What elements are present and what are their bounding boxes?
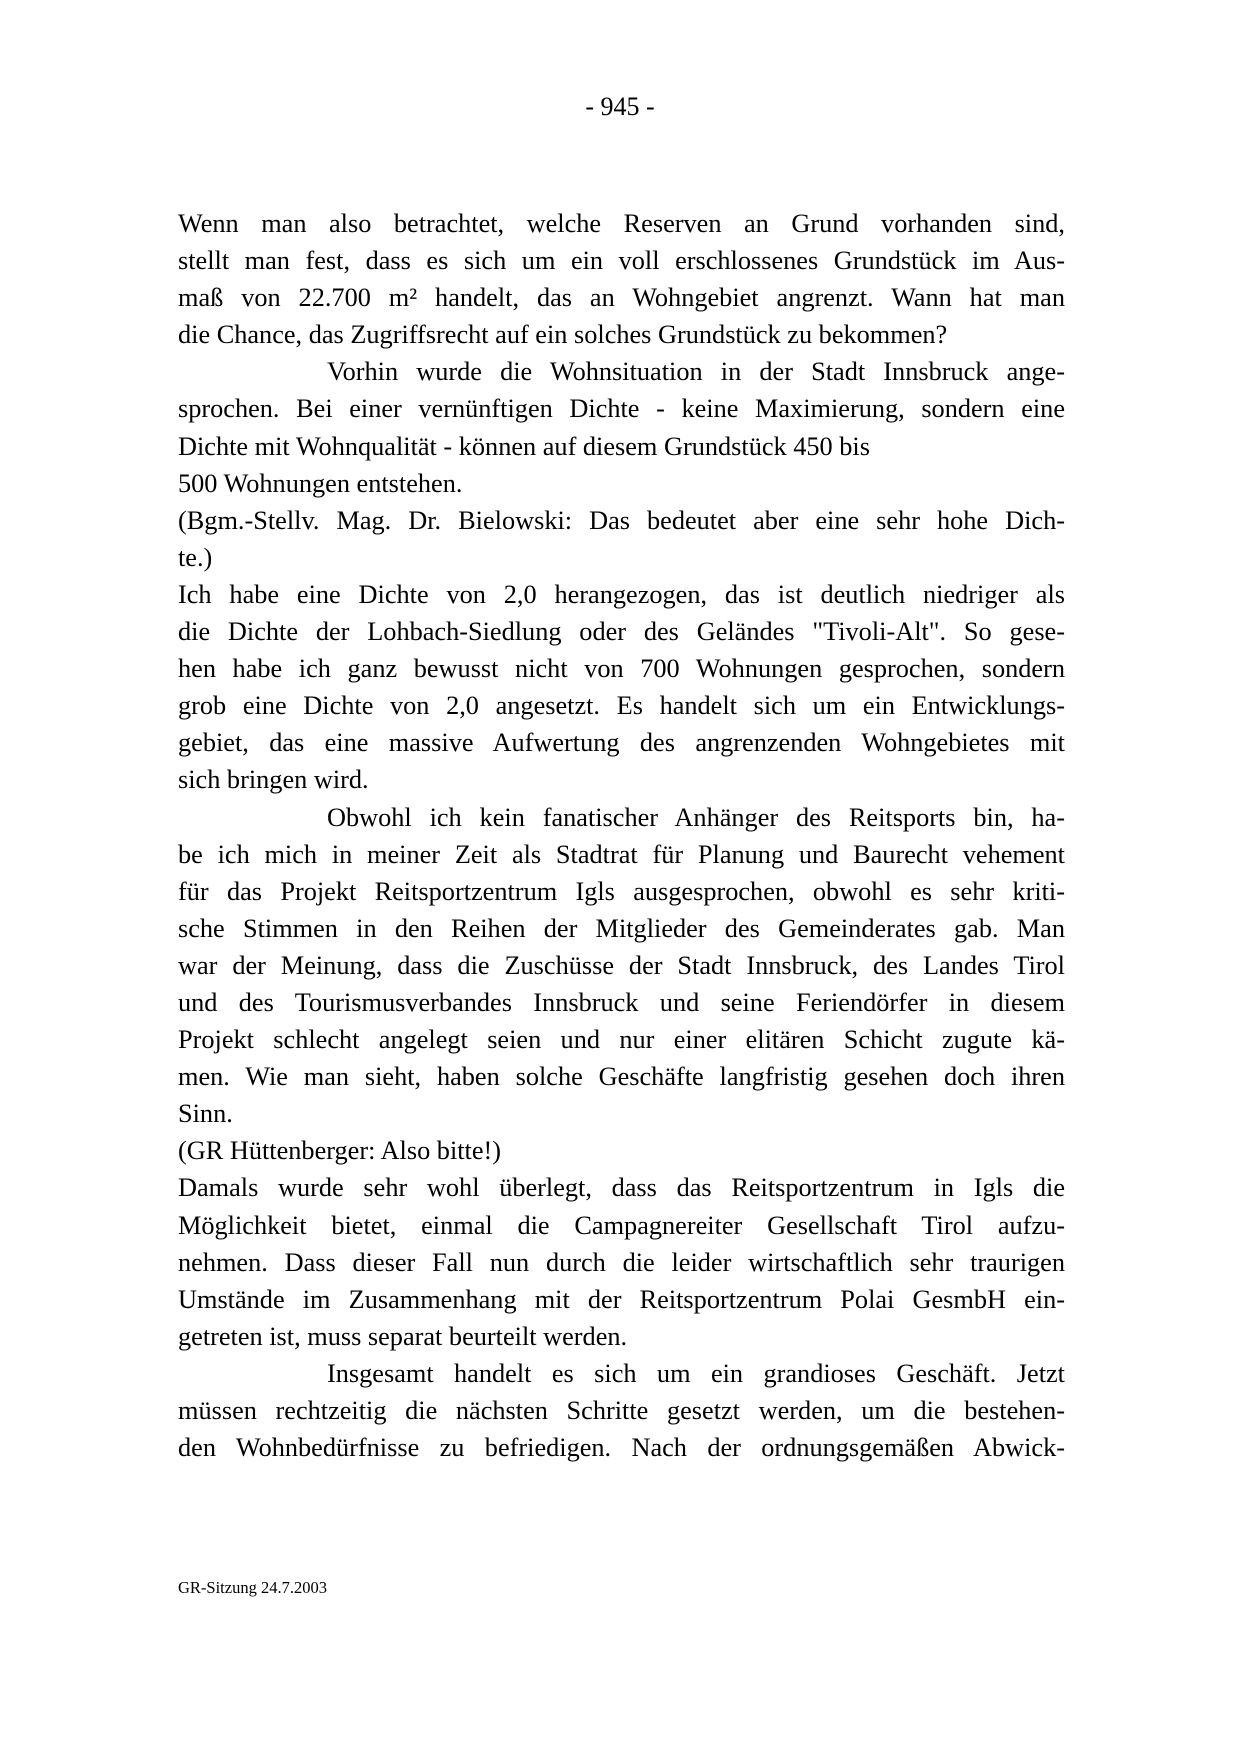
body-text [178,205,1065,1466]
text-line: Obwohl ich kein fanatischer Anhänger des Reitsports bin, ha- [327,802,1065,832]
text-line: Damals wurde sehr wohl überlegt, dass das Reitsportzentrum in Igls die [178,1173,1065,1203]
paragraph [178,576,1065,799]
text-line: sche Stimmen in den Reihen der Mitglieder des Gemeinderates gab. Man [178,913,1065,943]
text-line: Insgesamt handelt es sich um ein grandioses Geschäft. Jetzt [327,1358,1065,1388]
text-line: Dichte mit Wohnqualität - können auf diesem Grundstück 450 bis [178,431,870,461]
text-line: (GR Hüttenberger: Also bitte!) [178,1136,502,1166]
text-line: die Chance, das Zugriffsrecht auf ein solches Grundstück zu bekommen? [178,320,948,350]
text-line: getreten ist, muss separat beurteilt werden. [178,1321,628,1351]
text-line: Sinn. [178,1099,233,1129]
paragraph [178,205,1065,353]
text-line: sprochen. Bei einer vernünftigen Dichte - keine Maximierung, sondern eine [178,394,1065,424]
text-line: grob eine Dichte von 2,0 angesetzt. Es handelt sich um ein Entwicklungs- [178,691,1065,721]
text-line: stellt man fest, dass es sich um ein voll erschlossenes Grundstück im Aus- [178,246,1065,276]
paragraph [178,353,1065,501]
paragraph [178,1169,1065,1354]
interjection [178,1132,1065,1169]
text-line: Wenn man also betrachtet, welche Reserven an Grund vorhanden sind, [178,209,1065,238]
text-line: Ich habe eine Dichte von 2,0 herangezogen, das ist deutlich niedriger als [178,579,1065,609]
text-line: Projekt schlecht angelegt seien und nur einer elitären Schicht zugute kä- [178,1025,1065,1055]
text-line: sich bringen wird. [178,765,369,795]
footer-session-date: GR-Sitzung 24.7.2003 [178,1578,327,1597]
text-line: (Bgm.-Stellv. Mag. Dr. Bielowski: Das bedeutet aber eine sehr hohe Dich- [178,505,1065,535]
page-number: - 945 - [585,92,655,121]
text-line: Möglichkeit bietet, einmal die Campagnereiter Gesellschaft Tirol aufzu- [178,1210,1065,1240]
text-line: te.) [178,542,213,572]
text-line: be ich mich in meiner Zeit als Stadtrat für Planung und Baurecht vehement [178,839,1065,869]
text-line: müssen rechtzeitig die nächsten Schritte gesetzt werden, um die bestehen- [178,1396,1065,1425]
text-line: 500 Wohnungen entstehen. [178,468,463,498]
paragraph [178,1355,1065,1466]
paragraph [178,799,1065,1133]
text-line: hen habe ich ganz bewusst nicht von 700 Wohnungen gesprochen, sondern [178,654,1065,684]
text-line: war der Meinung, dass die Zuschüsse der Stadt Innsbruck, des Landes Tirol [178,950,1065,980]
text-line: und des Tourismusverbandes Innsbruck und seine Feriendörfer in diesem [178,987,1065,1017]
text-line: den Wohnbedürfnisse zu befriedigen. Nach der ordnungsgemäßen Abwick- [178,1433,1065,1463]
text-line: maß von 22.700 m² handelt, das an Wohngebiet angrenzt. Wann hat man [178,283,1065,313]
text-line: Vorhin wurde die Wohnsituation in der Stadt Innsbruck ange- [327,357,1065,387]
text-line: nehmen. Dass dieser Fall nun durch die leider wirtschaftlich sehr traurigen [178,1247,1065,1277]
text-line: men. Wie man sieht, haben solche Geschäfte langfristig gesehen doch ihren [178,1062,1065,1092]
text-line: gebiet, das eine massive Aufwertung des angrenzenden Wohngebietes mit [178,728,1065,758]
text-line: für das Projekt Reitsportzentrum Igls ausgesprochen, obwohl es sehr kriti- [178,876,1065,906]
text-line: die Dichte der Lohbach-Siedlung oder des Geländes "Tivoli-Alt". So gese- [178,617,1065,647]
text-line: Umstände im Zusammenhang mit der Reitsportzentrum Polai GesmbH ein- [178,1284,1065,1314]
interjection [178,502,1065,576]
